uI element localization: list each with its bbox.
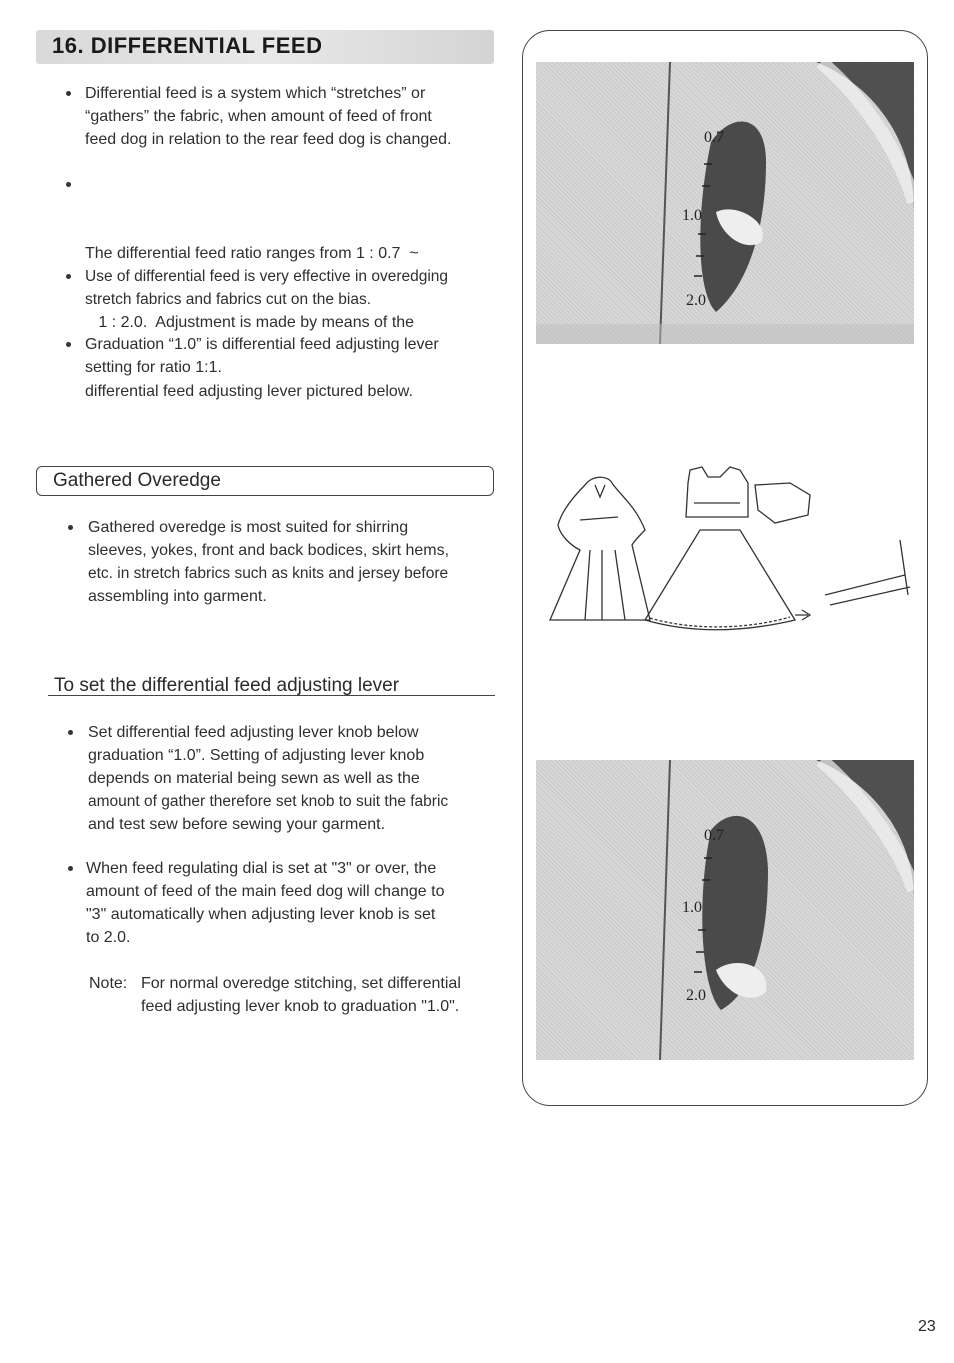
- gathered-bullet-1: Gathered overedge is most suited for shirring sleeves, yokes, front and back bodices, skirt hems, etc. in stretch fabrics such as knits and jersey before assembling into garment.: [88, 516, 449, 608]
- lever-illustration: [536, 62, 914, 344]
- note: Note: For normal overedge stitching, set differential feed adjusting lever knob to graduation "1.0".: [89, 972, 461, 1018]
- intro-bullet-4: Graduation “1.0” is differential feed adjusting lever setting for ratio 1:1.: [85, 333, 439, 379]
- dial-label: 2.0: [686, 292, 706, 309]
- setting-bullet-1: Set differential feed adjusting lever knob below graduation “1.0”. Setting of adjusting lever knob depends on material being sewn as well as the amount of gather therefore set knob to suit the fabric and test sew before sewing your garment.: [88, 721, 448, 836]
- bullet-icon: [68, 866, 73, 871]
- bullet-icon: [68, 730, 73, 735]
- garment-illustration: [540, 455, 920, 645]
- dial-label: 0.7: [704, 129, 724, 146]
- dial-label: 0.7: [704, 827, 724, 844]
- bullet-icon: [66, 182, 71, 187]
- dial-label: 2.0: [686, 987, 706, 1004]
- dial-label: 1.0: [682, 207, 702, 224]
- bullet-icon: [66, 342, 71, 347]
- garment-drawing: [540, 455, 920, 645]
- bullet-icon: [66, 274, 71, 279]
- heading-underline: [48, 695, 495, 696]
- page-number: 23: [918, 1318, 936, 1335]
- setting-bullet-2: When feed regulating dial is set at "3" or over, the amount of feed of the main feed dog will change to "3" automatically when adjusting lever knob is set to 2.0.: [86, 857, 444, 949]
- gathered-heading: Gathered Overedge: [53, 470, 221, 491]
- intro-bullet-2: The differential feed ratio ranges from 1 : 0.7 ~ 1 : 2.0. Adjustment is made by means of the differential feed adjusting lever pictured below.: [85, 173, 419, 426]
- page-title: 16. DIFFERENTIAL FEED: [52, 33, 323, 58]
- lever-illustration-lowered: [536, 760, 914, 1060]
- note-label: Note:: [89, 975, 128, 992]
- dial-photo-bottom: [536, 760, 914, 1060]
- bullet-icon: [66, 91, 71, 96]
- intro-bullet-3: Use of differential feed is very effective in overedging stretch fabrics and fabrics cut on the bias.: [85, 265, 448, 311]
- dial-photo-top: [536, 62, 914, 344]
- bullet-icon: [68, 525, 73, 530]
- setting-heading: To set the differential feed adjusting lever: [54, 675, 400, 696]
- intro-bullet-1: Differential feed is a system which “stretches” or “gathers” the fabric, when amount of feed of front feed dog in relation to the rear feed dog is changed.: [85, 82, 451, 151]
- dial-label: 1.0: [682, 899, 702, 916]
